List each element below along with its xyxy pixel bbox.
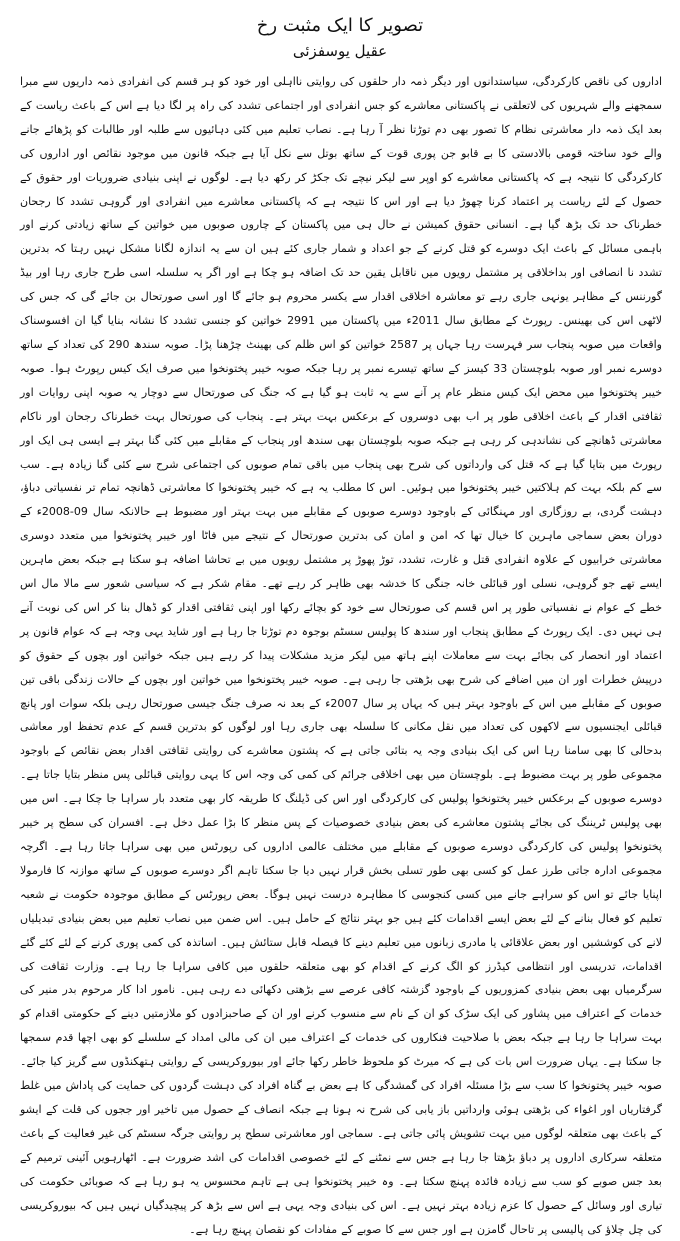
article-author: عقیل یوسفزئی — [292, 42, 388, 60]
article-body: اداروں کی ناقص کارکردگی، سیاستدانوں اور دیگر ذمہ دار حلقوں کی روایتی نااہلی اور خود کو ہر قسم کی انفرادی ذمہ داریوں سے مبرا سمجھنے والے شہریوں کی لاتعلقی نے پاکستانی معاشرے کو جس انفرادی اور اجتماعی تشدد کی راہ پر لگا دیا ہے اس کے باعث ریاست کے بعد ایک ذمہ دار معاشرتی نظام کا تصور بھی دم توڑتا نظر آ رہا ہے۔ نصاب تعلیم میں کئی دہائیوں سے طلبہ اور طالبات کو پڑھائے جانے والے خود ساختہ قومی بالادستی کا بے قابو جن پوری قوت کے ساتھ بوتل سے نکل آیا ہے جبکہ قانون میں موجود نقائص اور اداروں کی کارکردگی کا نتیجہ ہے کہ پاکستانی معاشرے کو اوپر سے لیکر نیچے تک جکڑ کر رکھ دیا ہے۔ لوگوں نے اپنی بنیادی ضروریات اور حقوق کے حصول کے لئے ریاست پر اعتماد کرنا چھوڑ دیا ہے اور اس کا نتیجہ ہے کہ پاکستانی معاشرے میں انفرادی اور گروہی تشدد کا رجحان خطرناک حد تک بڑھ گیا ہے۔ انسانی حقوق کمیشن نے حال ہی میں پاکستان کے چاروں صوبوں میں خواتین کے ساتھ زیادتی کرنے اور باہمی مسائل کے باعث ایک دوسرے کو قتل کرنے کے جو اعداد و شمار جاری کئے ہیں ان سے یہ اندازہ لگانا مشکل نہیں رہتا کہ بدترین تشدد نا انصافی اور بداخلاقی پر مشتمل رویوں میں ناقابل یقین حد تک اضافہ ہو چکا ہے اور اگر یہ سلسلہ اسی طرح جاری رہا اور بیڈ گورننس کے مظاہر یونہی جاری رہے تو معاشرہ اخلاقی اقدار سے یکسر محروم ہو جائے گا اور اسی صورتحال بن جائے گی کہ جس کی لاٹھی اس کی بھینس۔ رپورٹ کے مطابق سال 2011ء میں پاکستان میں 2991 خواتین کو جنسی تشدد کا نشانہ بنایا گیا ان افسوسناک واقعات میں صوبہ پنجاب سر فہرست رہا جہاں پر 2587 خواتین کو اس ظلم کی بھینٹ چڑھنا پڑا۔ صوبہ سندھ 290 کی تعداد کے ساتھ دوسرے نمبر اور صوبہ بلوچستان 33 کیسز کے ساتھ تیسرے نمبر پر رہا جبکہ صوبہ خیبر پختونخوا میں صرف ایک کیس رپورٹ ہوا۔ صوبہ خیبر پختونخوا میں محض ایک کیس منظر عام پر آنے سے یہ ثابت ہو گیا ہے کہ جنگ کی صورتحال سے دوچار یہ صوبہ اپنی روایات اور ثقافتی اقدار کے باعث اخلاقی طور پر اب بھی دوسروں کے برعکس بہت بہتر ہے۔ پنجاب کی صورتحال بہت خطرناک رجحان اور ناکام معاشرتی ڈھانچے کی نشاندہی کر رہی ہے جبکہ صوبہ بلوچستان بھی سندھ اور پنجاب کے مقابلے میں کئی گنا بہتر ہے ایسی ہی ایک اور رپورٹ میں بتایا گیا ہے کہ قتل کی وارداتوں کی شرح بھی پنجاب میں باقی تمام صوبوں کی اجتماعی شرح سے کئی گنا زیادہ ہے۔ سب سے کم بلکہ بہت کم ہلاکتیں خیبر پختونخوا میں ہوئیں۔ اس کا مطلب یہ ہے کہ خیبر پختونخوا کا معاشرتی ڈھانچہ تمام تر نفسیاتی دباؤ، دہشت گردی، بے روزگاری اور مہنگائی کے باوجود دوسرے صوبوں کے مقابلے میں بہت بہتر اور مضبوط ہے حالانکہ سال 09-2008ء کے دوران بعض سماجی ماہرین کا خیال تھا کہ امن و امان کی بدترین صورتحال کے نتیجے میں فاٹا اور خیبر پختونخوا میں متعدد دوسری معاشرتی خرابیوں کے علاوہ انفرادی قتل و غارت، تشدد، توڑ پھوڑ پر مشتمل رویوں میں بے تحاشا اضافہ ہو سکتا ہے جبکہ بعض ماہرین ایسے تھے جو گروہی، نسلی اور قبائلی خانہ جنگی کا خدشہ بھی ظاہر کر رہے تھے۔ مقام شکر ہے کہ سیاسی شعور سے مالا مال اس خطے کے عوام نے نفسیاتی طور پر اس قسم کی صورتحال سے خود کو بچائے رکھا اور اپنی ثقافتی اقدار کو ڈھال بنا کر اس کی نوبت آنے ہی نہیں دی۔ ایک رپورٹ کے مطابق پنجاب اور سندھ کا پولیس سسٹم بوجوہ دم توڑتا جا رہا ہے اور شاید یہی وجہ ہے کہ عوام قانون پر اعتماد اور انحصار کی بجائے بہت سے معاملات اپنے ہاتھ میں لیکر مزید مشکلات پیدا کر رہے ہیں جبکہ خواتین اور بچوں کے حقوق کو درپیش خطرات اور ان میں اضافے کی شرح بھی بڑھتی جا رہی ہے۔ صوبہ خیبر پختونخوا میں خواتین اور بچوں کے حالات زندگی باقی تین صوبوں کے مقابلے میں اس کے باوجود بہتر ہیں کہ یہاں پر سال 2007ء کے بعد نہ صرف جنگ جیسی صورتحال رہی بلکہ سوات اور پانچ قبائلی ایجنسیوں سے لاکھوں کی تعداد میں نقل مکانی کا سلسلہ بھی جاری رہا اور لوگوں کو بدترین قسم کے عدم تحفظ اور معاشی بدحالی کا بھی سامنا رہا اس کی ایک بنیادی وجہ یہ بتائی جاتی ہے کہ پشتون معاشرے کی روایتی ثقافتی اقدار بعض نقائص کے باوجود مجموعی طور پر بہت مضبوط ہے۔ بلوچستان میں بھی اخلاقی جرائم کی کمی کی وجہ اس کا یہی روایتی قبائلی پس منظر بتایا جاتا ہے۔ دوسرے صوبوں کے برعکس خیبر پختونخوا پولیس کی کارکردگی اور اس کی ڈیلنگ کا طریقہ کار بھی متعدد بار سراہا جا چکا ہے۔ اس میں بھی پولیس ٹریننگ کی بجائے پشتون معاشرے کی بعض بنیادی خصوصیات کے پس منظر کا بڑا عمل دخل ہے۔ افسران کی سطح پر خیبر پختونخوا پولیس کی کارکردگی دوسرے صوبوں کے مقابلے میں مختلف عالمی اداروں کی رپورٹس میں بھی سراہا جاتا رہا ہے۔ اگرچہ مجموعی ادارہ جاتی طرز عمل کو کسی بھی طور تسلی بخش قرار نہیں دیا جا سکتا تاہم اگر دوسرے صوبوں کے ساتھ موازنہ کا فارمولا اپنایا جائے تو اس کو سراہے جانے میں کسی کنجوسی کا مظاہرہ درست نہیں ہوگا۔ بعض رپورٹس کے مطابق موجودہ حکومت نے شعبہ تعلیم کو فعال بنانے کے لئے بعض ایسے اقدامات کئے ہیں جو بہتر نتائج کے حامل ہیں۔ اس ضمن میں نصاب تعلیم میں بعض بنیادی تبدیلیاں لانے کی کوششیں اور بعض علاقائی یا مادری زبانوں میں تعلیم دینے کا فیصلہ قابل ستائش ہیں۔ اساتذہ کی کمی پوری کرنے کے لئے کئے گئے اقدامات، تدریسی اور انتظامی کیڈرز کو الگ کرنے کے اقدام کو بھی متعلقہ حلقوں میں کافی سراہا جا رہا ہے۔ وزارت ثقافت کی سرگرمیاں بھی بعض بنیادی کمزوریوں کے باوجود گزشتہ کافی عرصے سے بڑھتی دکھائی دے رہی ہیں۔ نامور ادا کار مرحوم بدر منیر کی خدمات کے اعتراف میں پشاور کی ایک سڑک کو ان کے نام سے منسوب کرنے اور ان کے صاحبزادوں کو ملازمتیں دینے کے حکومتی اقدام کو بہت سراہا جا رہا ہے جبکہ بعض با صلاحیت فنکاروں کی خدمات کے اعتراف میں ان کی مالی امداد کے سلسلے کو بھی اچھا قدم سمجھا جا سکتا ہے۔ یہاں ضرورت اس بات کی ہے کہ میرٹ کو ملحوظ خاطر رکھا جائے اور بیوروکریسی کے روایتی ہتھکنڈوں سے گریز کیا جائے۔ صوبہ خیبر پختونخوا کا سب سے بڑا مسئلہ افراد کی گمشدگی کا ہے بعض بے گناہ افراد کی دہشت گردوں کی حمایت کی پاداش میں غلط گرفتاریاں اور اغواء کی بڑھتی ہوئی وارداتیں باز یابی کی شرح نہ ہونا ہے جبکہ انصاف کے حصول میں تاخیر اور ججوں کی قلت کے ایشو کے باعث بھی متعلقہ لوگوں میں بہت تشویش پائی جاتی ہے۔ سماجی اور معاشرتی سطح پر روایتی جرگہ سسٹم کی غیر فعالیت کے باعث متعلقہ سرکاری اداروں پر دباؤ بڑھتا جا رہا ہے جس سے نمٹنے کے لئے خصوصی اقدامات کی اشد ضرورت ہے۔ اٹھارہویں آئینی ترمیم کے بعد جس صوبے کو سب سے زیادہ فائدہ پہنچ سکتا ہے۔ وہ خیبر پختونخوا ہی ہے تاہم محسوس یہ ہو رہا ہے کہ صوبائی حکومت کی تیاری اور وسائل کے حصول کا عزم زیادہ بہتر نہیں ہے۔ اس کی بنیادی وجہ یہی ہے اس سے بڑھ کر پیچیدگیاں نہیں ہیں کہ بیوروکریسی کی چل چلاؤ کی پالیسی پر تاحال گامزن ہے اور جس سے کا صوبے کے مفادات کو نقصان پہنچ رہا ہے۔ — [20, 75, 663, 1236]
article-title: تصویر کا ایک مثبت رخ — [256, 15, 424, 36]
